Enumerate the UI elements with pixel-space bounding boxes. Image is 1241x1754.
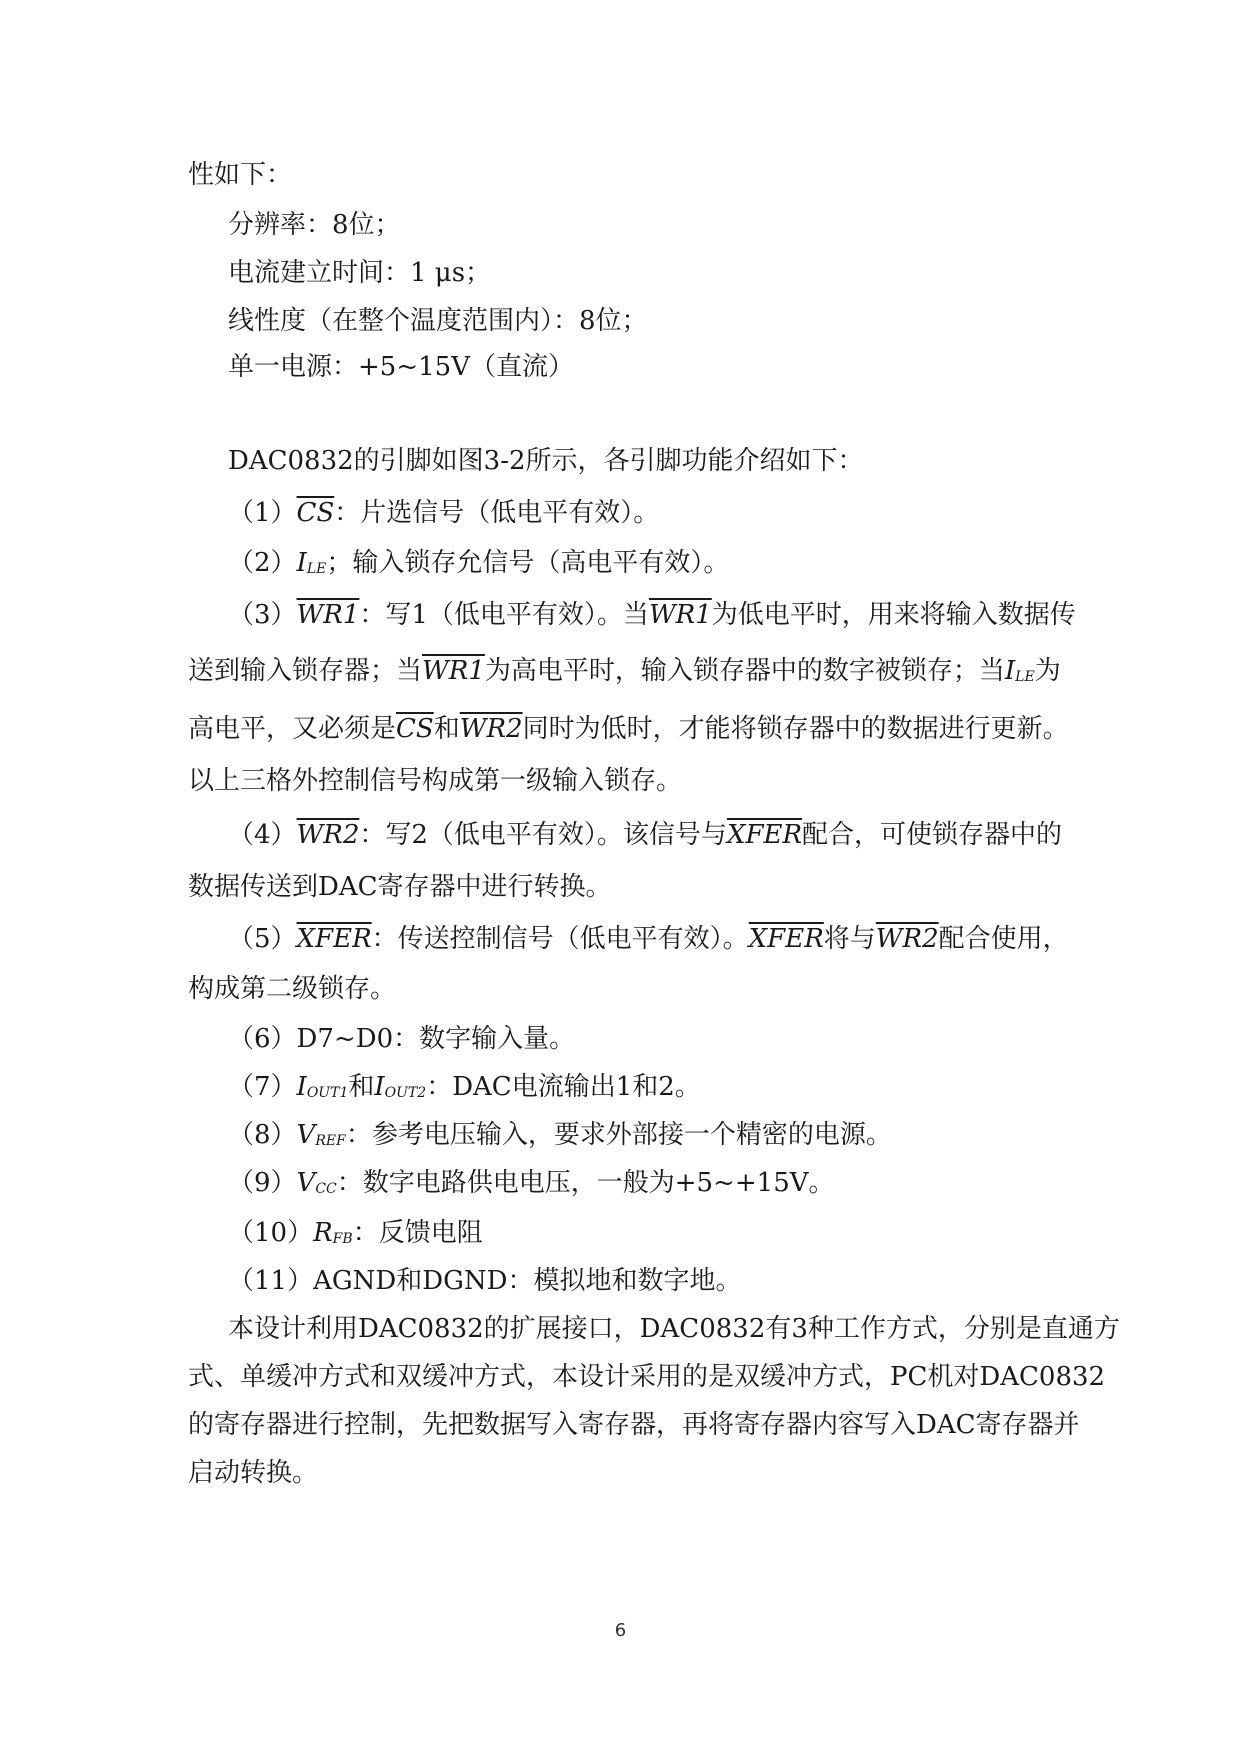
signal-vref: VREF [296, 1120, 346, 1150]
spec-resolution: 分辨率：8位； [228, 210, 401, 240]
pin-item-3-line-2: 送到输入锁存器；当WR1为高电平时，输入锁存器中的数字被锁存；当ILE为 [188, 656, 1061, 686]
pin-item-2: （2）ILE；输入锁存允信号（高电平有效）。 [228, 548, 730, 578]
pin-item-3: （3）WR1：写1（低电平有效）。当WR1为低电平时，用来将输入数据传 [228, 600, 1076, 630]
signal-cs: $\overline{CS}$ [296, 498, 335, 528]
pin-item-9: （9）VCC：数字电路供电电压，一般为+5~+15V。 [228, 1168, 835, 1198]
pin-item-1: $(1)\overline{CS}$：片选信号（低电平有效）。 [228, 498, 660, 528]
pin-item-4-line-2: 数据传送到DAC寄存器中进行转换。 [188, 872, 612, 902]
signal-wr2: WR2 [296, 820, 360, 850]
intro-text: 性如下： [188, 160, 293, 190]
spec-linearity: 线性度（在整个温度范围内）：8位； [228, 306, 648, 336]
signal-ile: ILE [296, 548, 327, 578]
summary-line-3: 的寄存器进行控制，先把数据写入寄存器，再将寄存器内容写入DAC寄存器并 [188, 1410, 1080, 1440]
pin-item-3-line-3: 高电平，又必须是$\overline{CS}$和WR2同时为低时，才能将锁存器中的数据进行更新。 [188, 714, 1069, 744]
spec-power-supply: 单一电源：+5~15V（直流） [228, 352, 574, 382]
signal-vcc: VCC [296, 1168, 337, 1198]
summary-line-2: 式、单缓冲方式和双缓冲方式，本设计采用的是双缓冲方式，PC机对DAC0832 [188, 1362, 1106, 1392]
signal-iout2: IOUT2 [374, 1072, 427, 1102]
pins-intro: DAC0832的引脚如图3-2所示，各引脚功能介绍如下： [228, 446, 864, 476]
pin-item-7: （7）IOUT1和IOUT2：DAC电流输出1和2。 [228, 1072, 701, 1102]
signal-xfer: XFER [296, 924, 372, 954]
summary-line-1: 本设计利用DAC0832的扩展接口，DAC0832有3种工作方式，分别是直通方 [228, 1314, 1120, 1344]
pin-item-10: （10）RFB：反馈电阻 [228, 1218, 483, 1248]
page-number: 6 [614, 1620, 627, 1641]
pin-item-5-line-2: 构成第二级锁存。 [188, 974, 397, 1004]
signal-wr1: WR1 [296, 600, 360, 630]
signal-iout1: IOUT1 [296, 1072, 349, 1102]
pin-item-8: （8）VREF：参考电压输入，要求外部接一个精密的电源。 [228, 1120, 892, 1150]
signal-rfb: RFB [313, 1218, 353, 1248]
pin-item-3-line-4: 以上三格外控制信号构成第一级输入锁存。 [188, 766, 683, 796]
pin-item-4: （4）WR2：写2（低电平有效）。该信号与XFER配合，可使锁存器中的 [228, 820, 1063, 850]
pin-item-11: （11）AGND和DGND：模拟地和数字地。 [228, 1266, 742, 1296]
pin-item-6: （6）D7~D0：数字输入量。 [228, 1024, 576, 1054]
intro-line [188, 158, 1048, 192]
spec-settling-time: 电流建立时间：1 μs； [228, 258, 492, 288]
summary-line-4: 启动转换。 [188, 1458, 319, 1488]
pin-item-5: （5）XFER：传送控制信号（低电平有效）。XFER将与WR2配合使用， [228, 924, 1069, 954]
